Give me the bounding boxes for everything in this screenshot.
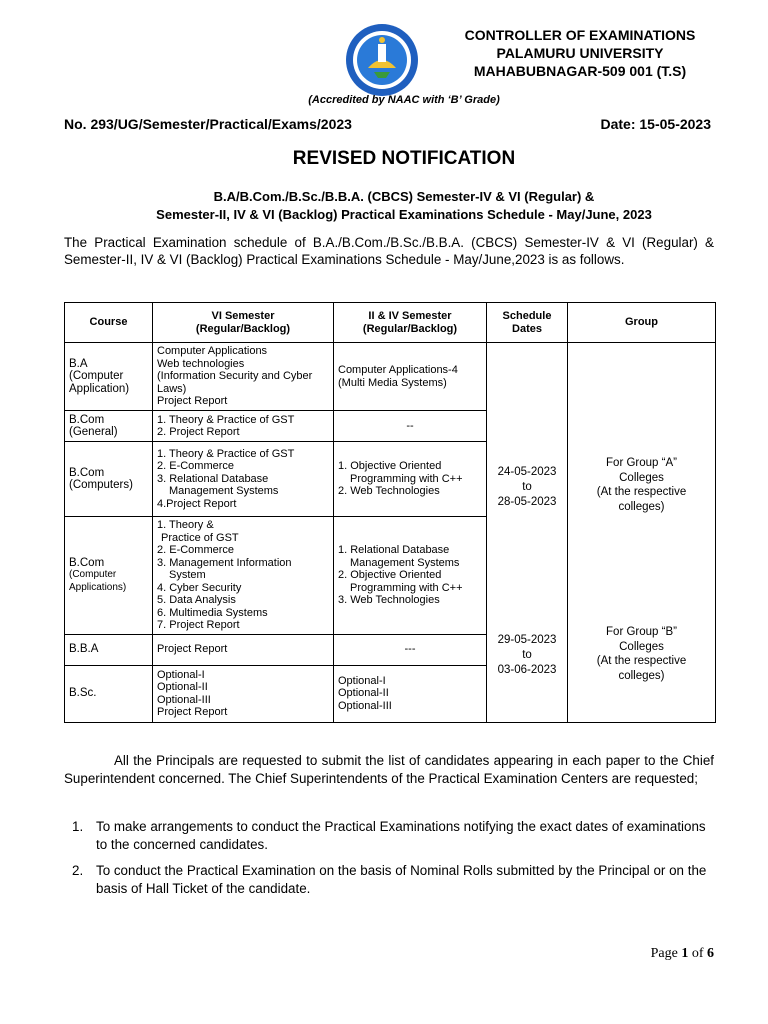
header-course: Course bbox=[65, 303, 153, 343]
subject-line: 1. Objective Oriented bbox=[338, 460, 442, 473]
reference-number: No. 293/UG/Semester/Practical/Exams/2023 bbox=[64, 116, 352, 132]
page-title: REVISED NOTIFICATION bbox=[292, 148, 516, 169]
group-line: For Group “B” bbox=[606, 626, 677, 639]
date-line: 28-05-2023 bbox=[497, 495, 557, 508]
subject-line: Project Report bbox=[157, 706, 228, 718]
group-a-block bbox=[572, 456, 711, 514]
group-b-block bbox=[572, 625, 711, 683]
subtitle-line-1: B.A/B.Com./B.Sc./B.B.A. (CBCS) Semester-IV & VI (Regular) & bbox=[213, 189, 595, 204]
subject-line: 1. Theory & Practice of GST bbox=[157, 413, 295, 426]
list-item-number: 1. bbox=[72, 819, 84, 834]
subject-line: Optional-II bbox=[157, 681, 208, 693]
course-line: B.B.A bbox=[69, 643, 99, 656]
ii-iv-semester-cell bbox=[334, 411, 487, 442]
subject-line: (Multi Media Systems) bbox=[338, 376, 447, 389]
subject-line: Project Report bbox=[157, 395, 228, 408]
course-line: (Computer bbox=[69, 370, 124, 383]
subject-line: Project Report bbox=[157, 643, 228, 656]
issuer-university: PALAMURU UNIVERSITY bbox=[496, 45, 664, 61]
vi-semester-cell bbox=[153, 411, 334, 442]
subject-line: 2. Objective Oriented bbox=[338, 569, 442, 581]
vi-semester-cell bbox=[153, 442, 334, 517]
subject-line: Optional-III bbox=[157, 693, 211, 706]
vi-semester-cell bbox=[153, 634, 334, 665]
ii-iv-semester-cell bbox=[334, 634, 487, 665]
ii-iv-semester-cell bbox=[334, 343, 487, 411]
course-line: B.Com bbox=[69, 466, 105, 479]
course-line: (Computer bbox=[69, 569, 117, 580]
course-cell bbox=[65, 411, 153, 442]
subject-line: 2. Web Technologies bbox=[338, 485, 440, 498]
header-group: Group bbox=[568, 303, 716, 343]
page-number bbox=[651, 946, 714, 962]
list-item bbox=[72, 818, 714, 854]
header-vi-semester bbox=[153, 303, 334, 343]
subject-line: 7. Project Report bbox=[157, 619, 240, 631]
course-cell bbox=[65, 442, 153, 517]
issuer-address: MAHABUBNAGAR-509 001 (T.S) bbox=[473, 63, 687, 79]
header-ii-line1: II & IV Semester bbox=[368, 310, 452, 322]
date-line: to bbox=[522, 480, 532, 493]
schedule-group-b bbox=[491, 633, 563, 678]
subject-line: 3. Web Technologies bbox=[338, 594, 440, 606]
list-item-number: 2. bbox=[72, 863, 84, 878]
course-line: B.Sc. bbox=[69, 687, 97, 700]
group-line: (At the respective bbox=[596, 486, 687, 499]
subject-line: Management Systems bbox=[350, 556, 460, 569]
course-cell bbox=[65, 343, 153, 411]
course-line: B.Com bbox=[69, 556, 105, 569]
group-line: colleges) bbox=[618, 669, 665, 682]
subject-line: Practice of GST bbox=[161, 531, 239, 544]
subject-line: 3. Relational Database bbox=[157, 472, 269, 485]
header-ii-iv-semester bbox=[334, 303, 487, 343]
subject-line: 4.Project Report bbox=[157, 497, 237, 510]
date-line: 24-05-2023 bbox=[497, 465, 557, 478]
header-schedule-dates bbox=[487, 303, 568, 343]
subject-line: Optional-I bbox=[338, 674, 386, 687]
subject-line: Optional-I bbox=[157, 668, 205, 681]
list-item-text: To make arrangements to conduct the Practical Examinations notifying the exact dates of examinations to the concerned candidates. bbox=[96, 819, 706, 852]
course-line: B.Com bbox=[69, 413, 105, 426]
header-ii-line2: (Regular/Backlog) bbox=[362, 322, 458, 335]
header-sched-line1: Schedule bbox=[502, 310, 552, 322]
course-line: (General) bbox=[69, 426, 118, 438]
subject-line: System bbox=[169, 569, 206, 581]
course-cell bbox=[65, 517, 153, 635]
table-header-row bbox=[65, 303, 716, 343]
subject-line: Web technologies bbox=[157, 357, 245, 370]
date-line: to bbox=[522, 648, 532, 661]
subject-line: Computer Applications-4 bbox=[338, 364, 458, 376]
issuer-office: CONTROLLER OF EXAMINATIONS bbox=[464, 27, 696, 43]
group-line: For Group “A” bbox=[606, 457, 677, 470]
ii-iv-semester-cell bbox=[334, 665, 487, 722]
reference-date: Date: 15-05-2023 bbox=[600, 116, 711, 132]
schedule-group-a bbox=[491, 465, 563, 510]
page-mid: of bbox=[688, 946, 707, 961]
subtitle-line-2: Semester-II, IV & VI (Backlog) Practical Examinations Schedule - May/June, 2023 bbox=[156, 207, 652, 222]
subject-line: Management Systems bbox=[169, 485, 279, 498]
subject-line: Programming with C++ bbox=[350, 472, 463, 485]
accreditation-note: (Accredited by NAAC with ‘B’ Grade) bbox=[308, 94, 500, 106]
course-line: Application) bbox=[69, 382, 130, 395]
group-line: Colleges bbox=[619, 640, 664, 653]
group-line: colleges) bbox=[618, 500, 665, 513]
subject-line: Computer Applications bbox=[157, 345, 268, 358]
course-line: B.A bbox=[69, 357, 88, 370]
subject-line: 2. E-Commerce bbox=[157, 544, 235, 556]
date-line: 03-06-2023 bbox=[497, 663, 557, 676]
list-item bbox=[72, 862, 714, 898]
subject-line: 4. Cyber Security bbox=[157, 581, 242, 594]
course-line: (Computers) bbox=[69, 479, 133, 491]
ii-iv-semester-cell bbox=[334, 442, 487, 517]
vi-semester-cell bbox=[153, 665, 334, 722]
header-vi-line1: VI Semester bbox=[211, 310, 275, 322]
subject-line: -- bbox=[406, 419, 414, 432]
course-line: Applications) bbox=[69, 581, 127, 593]
group-line: (At the respective bbox=[596, 655, 687, 668]
subject-line: Programming with C++ bbox=[350, 581, 463, 594]
schedule-dates-cell bbox=[487, 343, 568, 723]
list-item-text: To conduct the Practical Examination on the basis of Nominal Rolls submitted by the Principal or on the basis of Hall Ticket of the candidate. bbox=[96, 863, 707, 896]
course-cell bbox=[65, 665, 153, 722]
subject-line: Optional-II bbox=[338, 687, 389, 700]
subject-line: 1. Relational Database bbox=[338, 544, 450, 556]
vi-semester-cell bbox=[153, 343, 334, 411]
vi-semester-cell bbox=[153, 517, 334, 635]
subject-line: 5. Data Analysis bbox=[157, 594, 236, 606]
subject-line: 2. E-Commerce bbox=[157, 460, 235, 473]
subject-line: 1. Theory & Practice of GST bbox=[157, 447, 295, 460]
group-line: Colleges bbox=[619, 471, 664, 484]
header-sched-line2: Dates bbox=[512, 322, 542, 335]
schedule-table bbox=[64, 302, 716, 723]
subject-line: Optional-III bbox=[338, 699, 392, 712]
header-vi-line2: (Regular/Backlog) bbox=[195, 322, 291, 335]
group-cell bbox=[568, 343, 716, 723]
subject-line: --- bbox=[404, 643, 416, 656]
subject-line: 1. Theory & bbox=[157, 519, 214, 531]
page-total: 6 bbox=[707, 946, 714, 961]
instructions-paragraph: All the Principals are requested to submit the list of candidates appearing in each paper to the Chief Superintendent concerned. The Chief Superintendents of the Practical Examination Centers are requested; bbox=[64, 753, 714, 786]
intro-paragraph: The Practical Examination schedule of B.A./B.Com./B.Sc./B.B.A. (CBCS) Semester-IV & VI (Regular) & Semester-II, IV & VI (Backlog) Practical Examinations Schedule - May/June,2023 is as follows. bbox=[64, 235, 714, 267]
notification-subtitle bbox=[0, 188, 768, 224]
subject-line: 3. Management Information bbox=[157, 556, 292, 569]
subject-line: 2. Project Report bbox=[157, 426, 240, 438]
date-line: 29-05-2023 bbox=[497, 633, 557, 646]
subject-line: (Information Security and Cyber bbox=[157, 370, 313, 383]
page-current: 1 bbox=[681, 946, 689, 961]
ii-iv-semester-cell bbox=[334, 517, 487, 635]
table-row bbox=[65, 343, 716, 411]
university-seal-icon bbox=[344, 22, 420, 98]
course-cell bbox=[65, 634, 153, 665]
issuer-header bbox=[420, 26, 740, 80]
subject-line: Laws) bbox=[157, 382, 187, 395]
page-prefix: Page bbox=[650, 946, 682, 961]
subject-line: 6. Multimedia Systems bbox=[157, 606, 268, 619]
